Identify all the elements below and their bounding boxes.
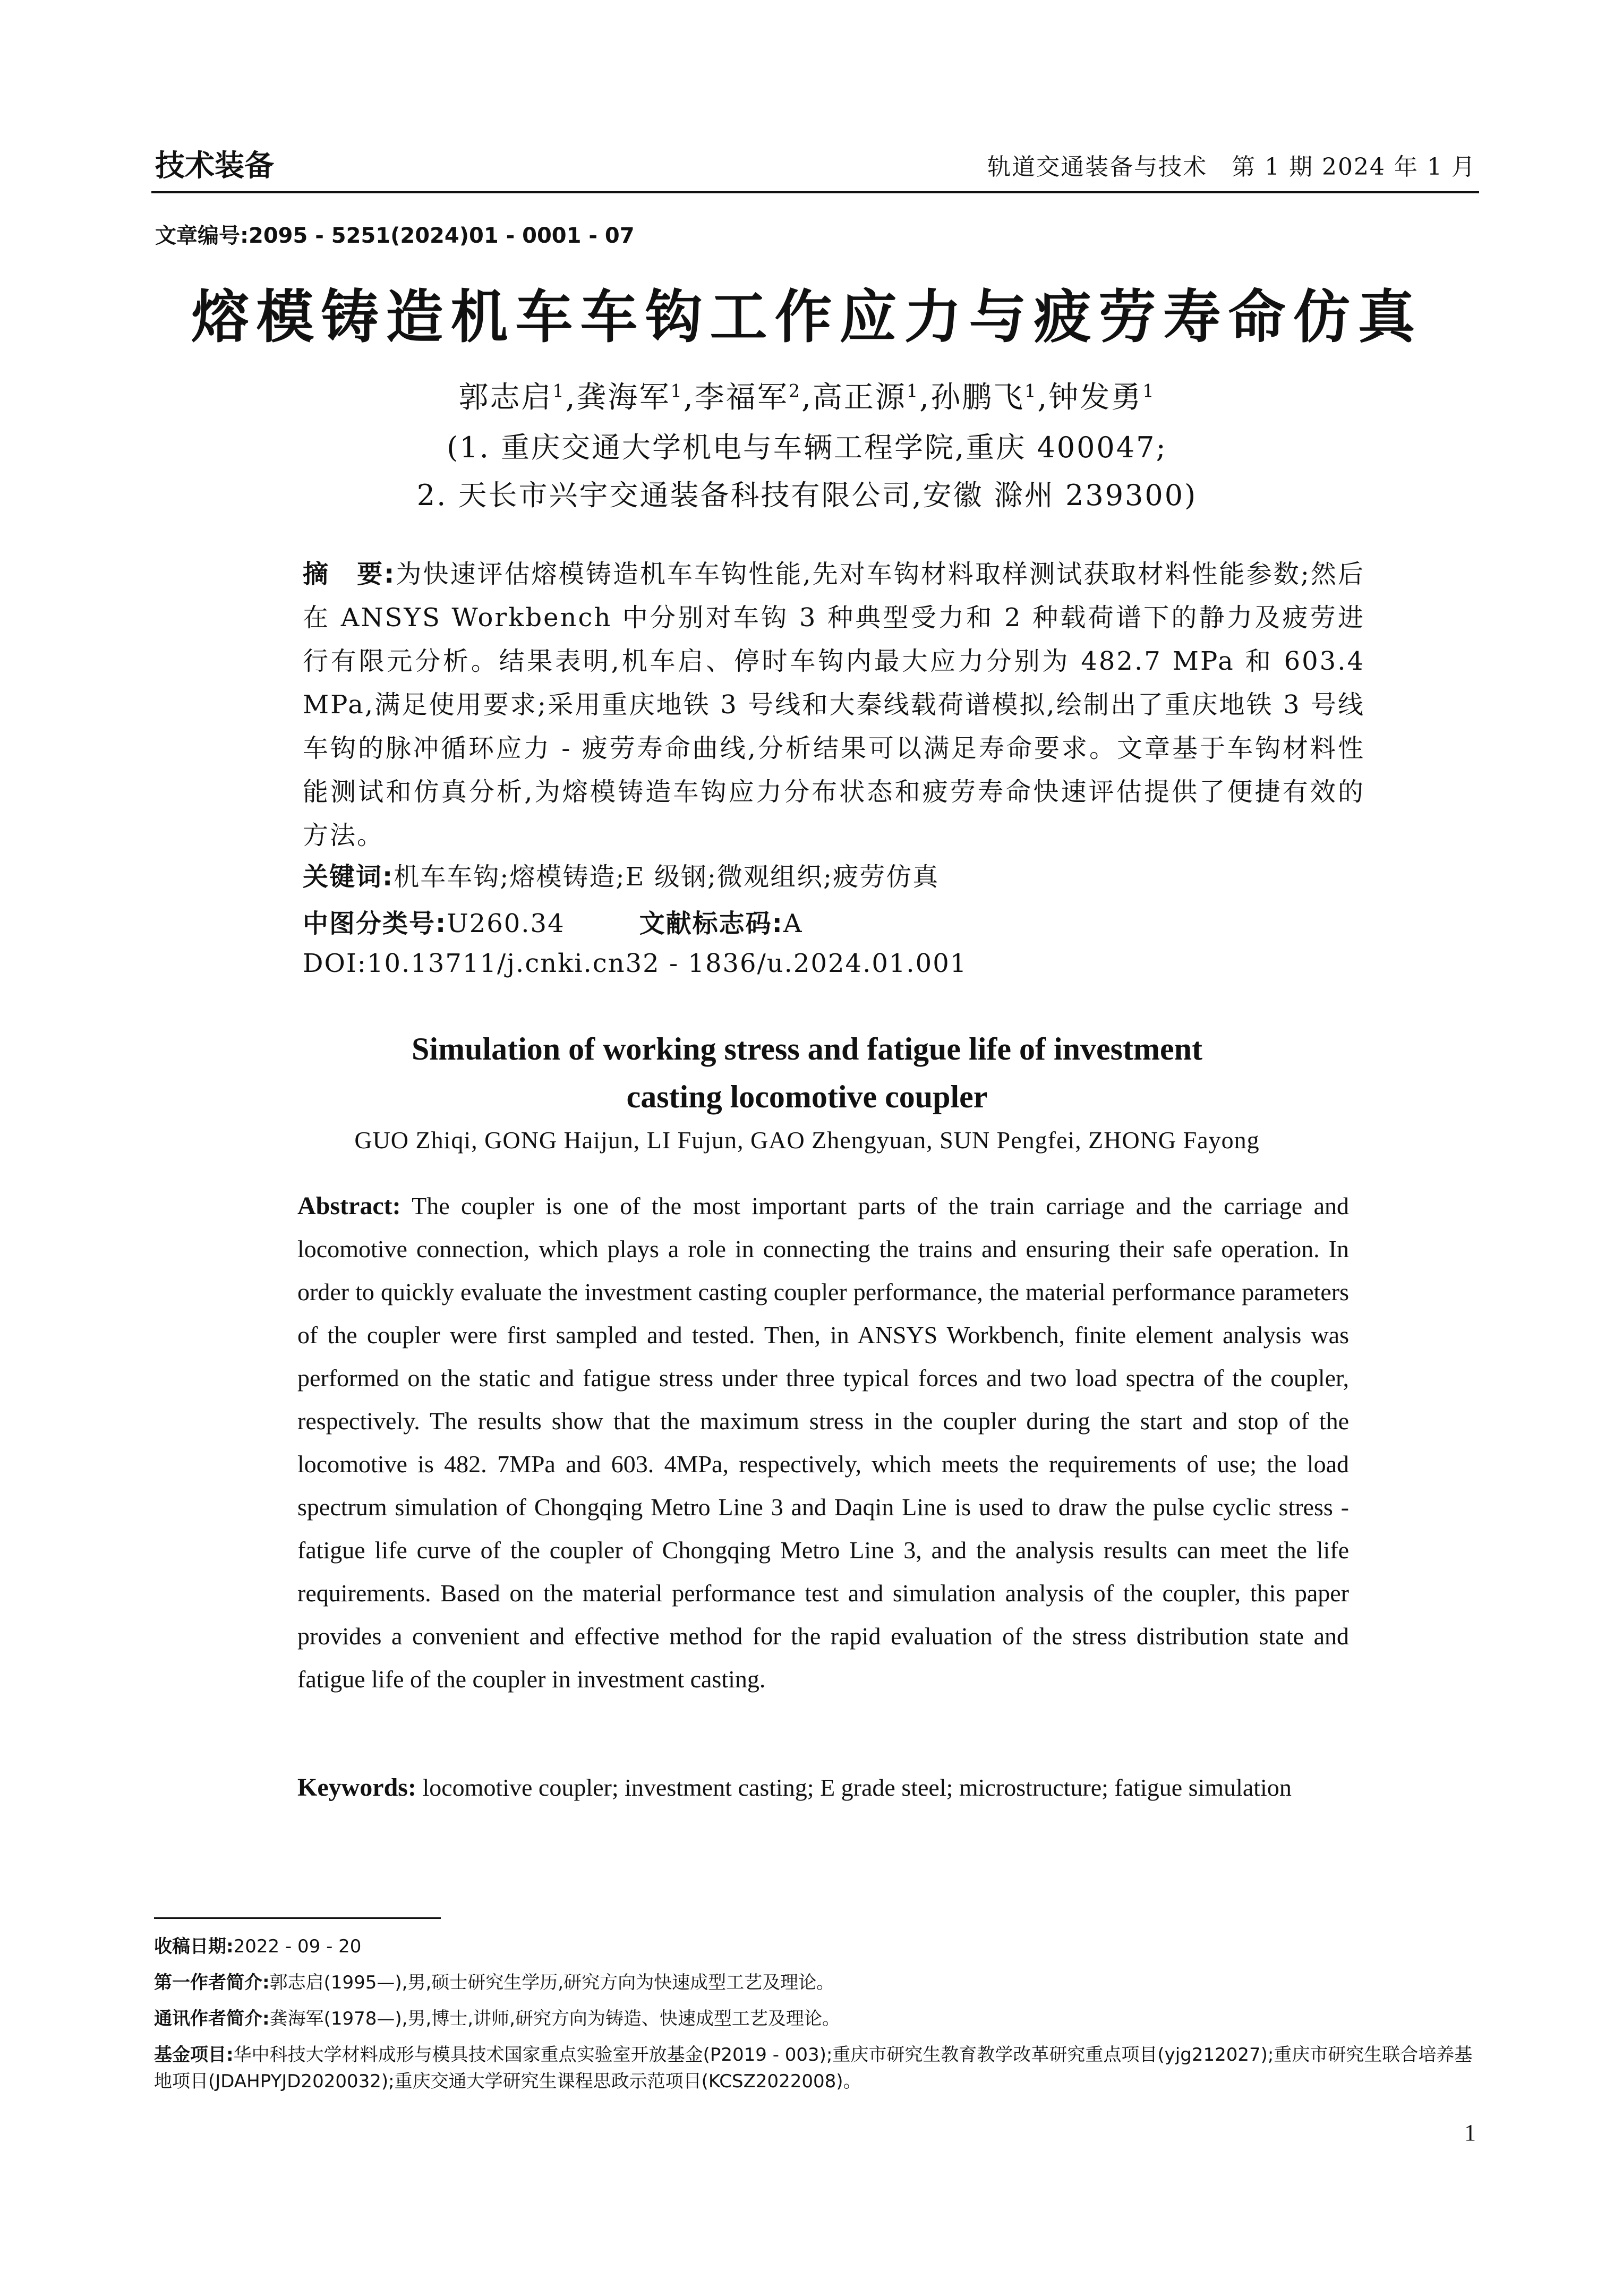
journal-info: 轨道交通装备与技术 第 1 期 2024 年 1 月 bbox=[987, 153, 1476, 181]
received-label: 收稿日期: bbox=[154, 1936, 234, 1957]
title-en-line-1: Simulation of working stress and fatigue life of investment bbox=[412, 1031, 1202, 1066]
corr-author-label: 通讯作者简介: bbox=[154, 2008, 270, 2029]
keywords-cn bbox=[303, 856, 939, 893]
author-name: 李福军 bbox=[694, 380, 789, 415]
title-cn: 熔模铸造机车车钩工作应力与疲劳寿命仿真 bbox=[191, 284, 1423, 351]
abstract-en-label: Abstract: bbox=[297, 1192, 401, 1220]
author-separator: , bbox=[919, 380, 931, 415]
author-name: 郭志启 bbox=[458, 380, 553, 415]
title-en-line-2: casting locomotive coupler bbox=[626, 1079, 988, 1114]
doi: DOI:10.13711/j.cnki.cn32 - 1836/u.2024.01.001 bbox=[303, 949, 968, 978]
page-number: 1 bbox=[1464, 2120, 1476, 2146]
abstract-en bbox=[297, 1184, 1349, 1701]
clc-label: 中图分类号: bbox=[303, 909, 447, 938]
abstract-en-text: The coupler is one of the most important parts of the train carriage and the carriage and locomotive connection, which plays a role in connecting the trains and ensuring their safe operation. In order to quickly evaluate the investment casting coupler performance, the material performance parameters of the coupler were first sampled and tested. Then, in ANSYS Workbench, finite element analysis was performed on the static and fatigue stress under three typical forces and two load spectra of the coupler, respectively. The results show that the maximum stress in the coupler during the start and stop of the locomotive is 482. 7MPa and 603. 4MPa, respectively, which meets the requirements of use; the load spectrum simulation of Chongqing Metro Line 3 and Daqin Line is used to draw the pulse cyclic stress - fatigue life curve of the coupler of Chongqing Metro Line 3, and the analysis results can meet the life requirements. Based on the material performance test and simulation analysis of the coupler, this paper provides a convenient and effective method for the rapid evaluation of the stress distribution state and fatigue life of the coupler in investment casting. bbox=[297, 1192, 1349, 1693]
doc-code-value: A bbox=[783, 909, 803, 938]
title-en bbox=[0, 1025, 1614, 1121]
affiliation-2: 2. 天长市兴宇交通装备科技有限公司,安徽 滁州 239300) bbox=[416, 479, 1198, 512]
first-author-text: 郭志启(1995—),男,硕士研究生学历,研究方向为快速成型工艺及理论。 bbox=[269, 1972, 835, 1993]
footnote-divider bbox=[154, 1917, 441, 1919]
author-separator: , bbox=[565, 380, 577, 415]
clc-value: U260.34 bbox=[447, 909, 565, 938]
author-separator: , bbox=[683, 380, 695, 415]
author-affil-mark: 1 bbox=[1024, 380, 1038, 402]
author-name: 龚海军 bbox=[576, 380, 671, 415]
abstract-cn-label: 摘 要: bbox=[303, 559, 396, 589]
section-label: 技术装备 bbox=[155, 149, 274, 183]
keywords-cn-text: 机车车钩;熔模铸造;E 级钢;微观组织;疲劳仿真 bbox=[394, 862, 940, 892]
footnote-fund bbox=[154, 2042, 1482, 2095]
author-name: 高正源 bbox=[812, 380, 907, 415]
author-separator: , bbox=[1037, 380, 1049, 415]
keywords-cn-label: 关键词: bbox=[303, 862, 394, 892]
doc-code-label: 文献标志码: bbox=[639, 909, 783, 938]
header-divider bbox=[151, 191, 1479, 193]
article-number: 文章编号:2095 - 5251(2024)01 - 0001 - 07 bbox=[155, 224, 635, 248]
classification-line bbox=[303, 903, 802, 940]
author-affil-mark: 1 bbox=[1142, 380, 1156, 402]
abstract-cn-text: 为快速评估熔模铸造机车车钩性能,先对车钩材料取样测试获取材料性能参数;然后在 ANSYS Workbench 中分别对车钩 3 种典型受力和 2 种载荷谱下的静力及疲劳进行有限元分析。结果表明,机车启、停时车钩内最大应力分别为 482.7 MPa 和 603.4 MPa,满足使用要求;采用重庆地铁 3 号线和大秦线载荷谱模拟,绘制出了重庆地铁 3 号线车钩的脉冲循环应力 - 疲劳寿命曲线,分析结果可以满足寿命要求。文章基于车钩材料性能测试和仿真分析,为熔模铸造车钩应力分布状态和疲劳寿命快速评估提供了便捷有效的方法。 bbox=[303, 559, 1365, 850]
fund-text: 华中科技大学材料成形与模具技术国家重点实验室开放基金(P2019 - 003);重庆市研究生教育教学改革研究重点项目(yjg212027);重庆市研究生联合培养基地项目(JDAHPYJD2020032);重庆交通大学研究生课程思政示范项目(KCSZ2022008)。 bbox=[154, 2044, 1473, 2092]
author-affil-mark: 2 bbox=[788, 380, 802, 402]
first-author-label: 第一作者简介: bbox=[154, 1972, 270, 1993]
keywords-en-text: locomotive coupler; investment casting; E grade steel; microstructure; fatigue simulation bbox=[422, 1774, 1292, 1801]
footnote-received bbox=[154, 1933, 1482, 1960]
footnote-first-author bbox=[154, 1969, 1482, 1996]
footnote-corr-author bbox=[154, 2005, 1482, 2032]
author-affil-mark: 1 bbox=[552, 380, 566, 402]
received-date: 2022 - 09 - 20 bbox=[233, 1936, 362, 1957]
corr-author-text: 龚海军(1978—),男,博士,讲师,研究方向为铸造、快速成型工艺及理论。 bbox=[269, 2008, 840, 2029]
author-name: 孙鹏飞 bbox=[930, 380, 1025, 415]
author-separator: , bbox=[801, 380, 813, 415]
abstract-cn bbox=[303, 552, 1365, 857]
affiliation-1: (1. 重庆交通大学机电与车辆工程学院,重庆 400047; bbox=[447, 431, 1167, 464]
authors-cn bbox=[0, 374, 1614, 416]
fund-label: 基金项目: bbox=[154, 2044, 234, 2065]
keywords-en bbox=[297, 1766, 1349, 1809]
author-name: 钟发勇 bbox=[1048, 380, 1143, 415]
keywords-en-label: Keywords: bbox=[297, 1773, 416, 1802]
author-affil-mark: 1 bbox=[670, 380, 684, 402]
author-affil-mark: 1 bbox=[906, 380, 920, 402]
authors-en: GUO Zhiqi, GONG Haijun, LI Fujun, GAO Zhengyuan, SUN Pengfei, ZHONG Fayong bbox=[354, 1126, 1260, 1154]
